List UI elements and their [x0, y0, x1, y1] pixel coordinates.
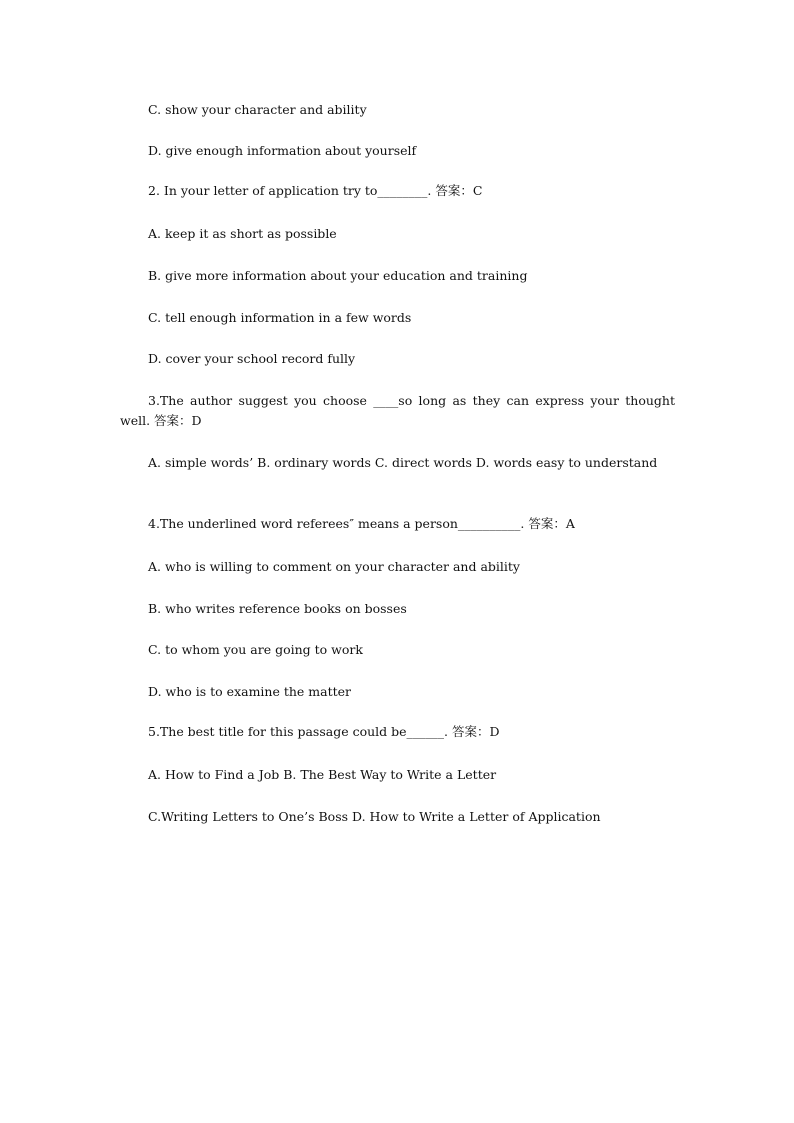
q4-option-b: B. who writes reference books on bosses	[148, 601, 407, 616]
question-3: 3.The author suggest you choose ____so long as they can express your thought well. 答案：D	[120, 393, 675, 428]
question-5: 5.The best title for this passage could be______. 答案：D	[148, 724, 500, 739]
q1-option-c: C. show your character and ability	[148, 102, 367, 117]
q4-option-d: D. who is to examine the matter	[148, 684, 352, 699]
q1-option-d: D. give enough information about yourself	[148, 143, 417, 158]
q3-options: A. simple words’ B. ordinary words C. direct words D. words easy to understand	[148, 455, 658, 470]
question-4: 4.The underlined word referees″ means a person__________. 答案：A	[148, 516, 575, 531]
q4-option-c: C. to whom you are going to work	[148, 642, 363, 657]
q4-option-a: A. who is willing to comment on your character and ability	[148, 559, 520, 574]
q2-option-c: C. tell enough information in a few words	[148, 310, 412, 325]
q5-options-ab: A. How to Find a Job B. The Best Way to Write a Letter	[148, 767, 497, 782]
question-2: 2. In your letter of application try to________. 答案：C	[148, 183, 483, 198]
q5-options-cd: C.Writing Letters to One’s Boss D. How to Write a Letter of Application	[148, 809, 601, 824]
q2-option-b: B. give more information about your education and training	[148, 268, 528, 283]
q2-option-d: D. cover your school record fully	[148, 351, 356, 366]
q2-option-a: A. keep it as short as possible	[148, 226, 337, 241]
